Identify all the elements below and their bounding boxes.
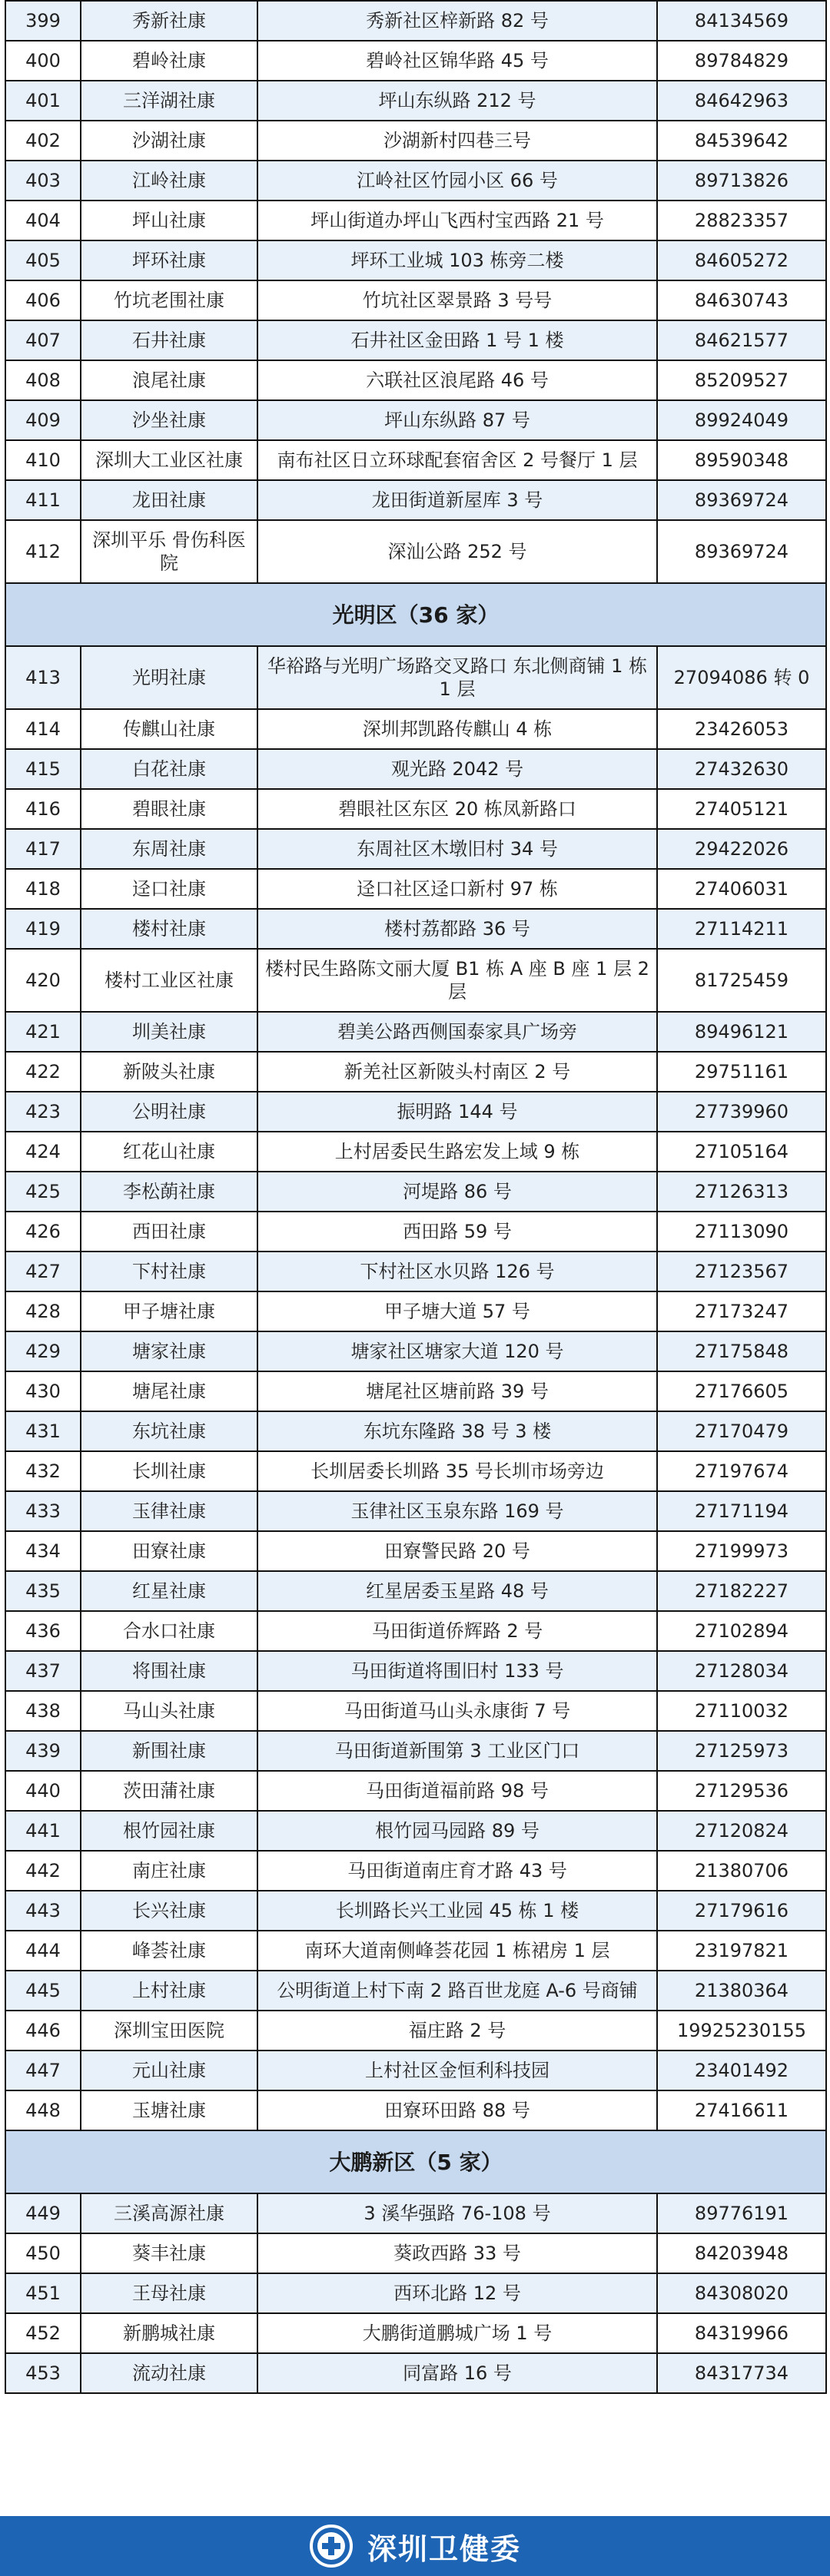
footer-brand [309,2524,521,2568]
cell-address: 沙湖新村四巷三号 [257,121,657,161]
cell-number: 401 [5,81,81,121]
table-row [5,1851,826,1891]
table-row [5,520,826,583]
cell-number: 450 [5,2233,81,2273]
table-row [5,2193,826,2233]
cell-address: 3 溪华强路 76-108 号 [257,2193,657,2233]
cell-phone: 27094086 转 0 [657,646,826,709]
cell-number: 431 [5,1411,81,1451]
cell-phone: 27129536 [657,1771,826,1811]
cell-address: 深圳邦凯路传麒山 4 栋 [257,709,657,749]
cell-number: 430 [5,1371,81,1411]
cell-phone: 28823357 [657,201,826,240]
table-row [5,1931,826,1971]
cell-phone: 19925230155 [657,2011,826,2051]
cell-number: 416 [5,789,81,829]
cell-number: 453 [5,2353,81,2393]
cell-number: 408 [5,360,81,400]
table-row [5,789,826,829]
cell-name: 碧眼社康 [81,789,257,829]
cell-address: 福庄路 2 号 [257,2011,657,2051]
cell-number: 410 [5,440,81,480]
cell-number: 404 [5,201,81,240]
cell-address: 观光路 2042 号 [257,749,657,789]
cell-number: 427 [5,1252,81,1291]
cell-number: 425 [5,1172,81,1212]
cell-name: 玉塘社康 [81,2090,257,2130]
cell-phone: 27406031 [657,869,826,909]
cell-address: 深汕公路 252 号 [257,520,657,583]
cell-number: 432 [5,1451,81,1491]
cell-number: 434 [5,1531,81,1571]
cell-name: 上村社康 [81,1971,257,2011]
cell-name: 深圳平乐 骨伤科医院 [81,520,257,583]
cell-address: 东坑东隆路 38 号 3 楼 [257,1411,657,1451]
cell-number: 414 [5,709,81,749]
cell-name: 楼村工业区社康 [81,949,257,1012]
cell-number: 400 [5,41,81,81]
table-row [5,1891,826,1931]
cell-phone: 84539642 [657,121,826,161]
cell-phone: 84605272 [657,240,826,280]
cell-name: 根竹园社康 [81,1811,257,1851]
cell-name: 新鹏城社康 [81,2313,257,2353]
cell-phone: 27123567 [657,1252,826,1291]
cell-name: 迳口社康 [81,869,257,909]
cell-number: 419 [5,909,81,949]
cell-number: 418 [5,869,81,909]
footer-title: 深圳卫健委 [367,2531,521,2566]
cell-name: 王母社康 [81,2273,257,2313]
cell-name: 深圳宝田医院 [81,2011,257,2051]
table-row [5,646,826,709]
cell-address: 大鹏街道鹏城广场 1 号 [257,2313,657,2353]
cell-name: 红花山社康 [81,1132,257,1172]
cell-number: 424 [5,1132,81,1172]
cell-phone: 27105164 [657,1132,826,1172]
cell-address: 田寮环田路 88 号 [257,2090,657,2130]
cell-phone: 89776191 [657,2193,826,2233]
cell-address: 长圳路长兴工业园 45 栋 1 楼 [257,1891,657,1931]
cell-name: 浪尾社康 [81,360,257,400]
cell-phone: 27173247 [657,1291,826,1331]
cell-address: 西田路 59 号 [257,1212,657,1252]
cell-name: 沙湖社康 [81,121,257,161]
cell-address: 江岭社区竹园小区 66 号 [257,161,657,201]
cell-name: 白花社康 [81,749,257,789]
cell-name: 田寮社康 [81,1531,257,1571]
table-row [5,709,826,749]
cell-address: 石井社区金田路 1 号 1 楼 [257,320,657,360]
cell-address: 碧眼社区东区 20 栋凤新路口 [257,789,657,829]
cell-address: 华裕路与光明广场路交叉路口 东北侧商铺 1 栋 1 层 [257,646,657,709]
cell-phone: 27182227 [657,1571,826,1611]
table-row [5,2313,826,2353]
cell-address: 甲子塘大道 57 号 [257,1291,657,1331]
cell-phone: 89496121 [657,1012,826,1052]
table-row [5,41,826,81]
cell-phone: 84308020 [657,2273,826,2313]
cell-name: 李松蓢社康 [81,1172,257,1212]
cell-name: 西田社康 [81,1212,257,1252]
cell-name: 塘家社康 [81,1331,257,1371]
cell-address: 六联社区浪尾路 46 号 [257,360,657,400]
cell-address: 河堤路 86 号 [257,1172,657,1212]
cell-address: 坪山街道办坪山飞西村宝西路 21 号 [257,201,657,240]
cell-address: 同富路 16 号 [257,2353,657,2393]
cell-phone: 84319966 [657,2313,826,2353]
cell-name: 三溪高源社康 [81,2193,257,2233]
cell-name: 秀新社康 [81,1,257,41]
cell-name: 长兴社康 [81,1891,257,1931]
table-row [5,949,826,1012]
cell-number: 402 [5,121,81,161]
cell-name: 坪环社康 [81,240,257,280]
cell-name: 公明社康 [81,1092,257,1132]
cell-phone: 29751161 [657,1052,826,1092]
cell-name: 沙坐社康 [81,400,257,440]
table-row [5,320,826,360]
cell-phone: 29422026 [657,829,826,869]
footer-banner [0,2516,830,2576]
cell-name: 坪山社康 [81,201,257,240]
table-row [5,81,826,121]
cell-address: 坪环工业城 103 栋旁二楼 [257,240,657,280]
cell-number: 423 [5,1092,81,1132]
cell-phone: 27739960 [657,1092,826,1132]
table-row [5,2051,826,2090]
cell-name: 甲子塘社康 [81,1291,257,1331]
cell-name: 将围社康 [81,1651,257,1691]
cell-address: 马田街道南庄育才路 43 号 [257,1851,657,1891]
cell-address: 秀新社区梓新路 82 号 [257,1,657,41]
cell-number: 407 [5,320,81,360]
cell-number: 443 [5,1891,81,1931]
cell-phone: 81725459 [657,949,826,1012]
table-row [5,1291,826,1331]
cell-address: 上村社区金恒利科技园 [257,2051,657,2090]
cell-phone: 23197821 [657,1931,826,1971]
cell-number: 411 [5,480,81,520]
cell-name: 玉律社康 [81,1491,257,1531]
table-row [5,909,826,949]
cell-name: 江岭社康 [81,161,257,201]
cell-address: 马田街道福前路 98 号 [257,1771,657,1811]
cell-phone: 27126313 [657,1172,826,1212]
table-row [5,1,826,41]
cell-phone: 21380706 [657,1851,826,1891]
cell-number: 441 [5,1811,81,1851]
section-title: 大鹏新区（5 家） [5,2130,826,2193]
cell-number: 406 [5,280,81,320]
cell-number: 429 [5,1331,81,1371]
cell-number: 428 [5,1291,81,1331]
cell-address: 玉律社区玉泉东路 169 号 [257,1491,657,1531]
table-row [5,2273,826,2313]
cell-name: 三洋湖社康 [81,81,257,121]
cell-address: 塘家社区塘家大道 120 号 [257,1331,657,1371]
cell-name: 元山社康 [81,2051,257,2090]
table-row [5,1771,826,1811]
table-row [5,121,826,161]
cell-address: 上村居委民生路宏发上域 9 栋 [257,1132,657,1172]
cell-phone: 27199973 [657,1531,826,1571]
cell-address: 公明街道上村下南 2 路百世龙庭 A-6 号商铺 [257,1971,657,2011]
cell-phone: 27176605 [657,1371,826,1411]
cell-name: 塘尾社康 [81,1371,257,1411]
cell-phone: 27432630 [657,749,826,789]
cell-number: 409 [5,400,81,440]
cell-phone: 27175848 [657,1331,826,1371]
community-health-center-table [5,0,827,2394]
cell-phone: 89713826 [657,161,826,201]
cell-name: 楼村社康 [81,909,257,949]
cell-name: 茨田蒲社康 [81,1771,257,1811]
cell-number: 412 [5,520,81,583]
cell-phone: 27113090 [657,1212,826,1252]
table-row [5,1132,826,1172]
table-row [5,1012,826,1052]
cell-address: 塘尾社区塘前路 39 号 [257,1371,657,1411]
cell-number: 445 [5,1971,81,2011]
cell-name: 新陂头社康 [81,1052,257,1092]
table-row [5,201,826,240]
section-header-row [5,2130,826,2193]
table-row [5,1371,826,1411]
cell-number: 448 [5,2090,81,2130]
cell-phone: 89369724 [657,520,826,583]
cell-number: 439 [5,1731,81,1771]
table-row [5,1531,826,1571]
cell-name: 碧岭社康 [81,41,257,81]
health-commission-emblem-icon [309,2524,354,2568]
cell-phone: 84317734 [657,2353,826,2393]
cell-address: 马田街道将围旧村 133 号 [257,1651,657,1691]
cell-name: 长圳社康 [81,1451,257,1491]
table-row [5,360,826,400]
table-row [5,1691,826,1731]
cell-number: 405 [5,240,81,280]
cell-number: 451 [5,2273,81,2313]
cell-name: 峰荟社康 [81,1931,257,1971]
cell-number: 444 [5,1931,81,1971]
cell-name: 红星社康 [81,1571,257,1611]
cell-address: 龙田街道新屋库 3 号 [257,480,657,520]
cell-number: 421 [5,1012,81,1052]
cell-number: 442 [5,1851,81,1891]
cell-phone: 27171194 [657,1491,826,1531]
cell-phone: 27110032 [657,1691,826,1731]
table-row [5,440,826,480]
cell-phone: 23426053 [657,709,826,749]
cell-phone: 84134569 [657,1,826,41]
table-row [5,1252,826,1291]
table-row [5,1491,826,1531]
cell-address: 楼村荔都路 36 号 [257,909,657,949]
cell-phone: 27102894 [657,1611,826,1651]
cell-phone: 89784829 [657,41,826,81]
cell-number: 417 [5,829,81,869]
table-row [5,829,826,869]
cell-address: 新羌社区新陂头村南区 2 号 [257,1052,657,1092]
cell-address: 碧美公路西侧国泰家具广场旁 [257,1012,657,1052]
table-row [5,1731,826,1771]
cell-phone: 27197674 [657,1451,826,1491]
cell-name: 合水口社康 [81,1611,257,1651]
table-row [5,1411,826,1451]
cell-number: 449 [5,2193,81,2233]
cell-address: 马田街道马山头永康街 7 号 [257,1691,657,1731]
cell-name: 流动社康 [81,2353,257,2393]
cell-name: 南庄社康 [81,1851,257,1891]
table-row [5,280,826,320]
cell-phone: 27120824 [657,1811,826,1851]
cell-number: 435 [5,1571,81,1611]
cell-phone: 21380364 [657,1971,826,2011]
cell-number: 446 [5,2011,81,2051]
cell-phone: 89924049 [657,400,826,440]
cell-address: 田寮警民路 20 号 [257,1531,657,1571]
cell-phone: 89369724 [657,480,826,520]
cell-address: 迳口社区迳口新村 97 栋 [257,869,657,909]
cell-address: 碧岭社区锦华路 45 号 [257,41,657,81]
cell-name: 东周社康 [81,829,257,869]
cell-name: 龙田社康 [81,480,257,520]
cell-phone: 89590348 [657,440,826,480]
cell-phone: 27179616 [657,1891,826,1931]
cell-address: 下村社区水贝路 126 号 [257,1252,657,1291]
cell-address: 南环大道南侧峰荟花园 1 栋裙房 1 层 [257,1931,657,1971]
table-row [5,749,826,789]
table-row [5,869,826,909]
cell-phone: 27405121 [657,789,826,829]
cell-phone: 27128034 [657,1651,826,1691]
cell-number: 438 [5,1691,81,1731]
table-row [5,2090,826,2130]
cell-phone: 27416611 [657,2090,826,2130]
cell-name: 光明社康 [81,646,257,709]
cell-phone: 27114211 [657,909,826,949]
section-title: 光明区（36 家） [5,583,826,646]
cell-phone: 23401492 [657,2051,826,2090]
cell-address: 坪山东纵路 212 号 [257,81,657,121]
cell-number: 426 [5,1212,81,1252]
cell-name: 传麒山社康 [81,709,257,749]
cell-name: 深圳大工业区社康 [81,440,257,480]
table-row [5,161,826,201]
cell-phone: 84630743 [657,280,826,320]
table-row [5,1172,826,1212]
table-row [5,2353,826,2393]
cell-name: 石井社康 [81,320,257,360]
cell-number: 447 [5,2051,81,2090]
cell-name: 竹坑老围社康 [81,280,257,320]
cell-number: 399 [5,1,81,41]
cell-address: 南布社区日立环球配套宿舍区 2 号餐厅 1 层 [257,440,657,480]
cell-number: 436 [5,1611,81,1651]
table-row [5,1571,826,1611]
cell-address: 楼村民生路陈文丽大厦 B1 栋 A 座 B 座 1 层 2 层 [257,949,657,1012]
cell-number: 440 [5,1771,81,1811]
cell-address: 葵政西路 33 号 [257,2233,657,2273]
cell-name: 新围社康 [81,1731,257,1771]
cell-address: 马田街道侨辉路 2 号 [257,1611,657,1651]
institution-table-wrapper [5,0,825,2576]
table-row [5,1052,826,1092]
cell-number: 452 [5,2313,81,2353]
table-row [5,1651,826,1691]
table-row [5,480,826,520]
cell-number: 422 [5,1052,81,1092]
table-row [5,1971,826,2011]
cell-number: 433 [5,1491,81,1531]
cell-address: 马田街道新围第 3 工业区门口 [257,1731,657,1771]
table-row [5,1092,826,1132]
cell-address: 红星居委玉星路 48 号 [257,1571,657,1611]
table-row [5,400,826,440]
cell-name: 马山头社康 [81,1691,257,1731]
table-row [5,2011,826,2051]
cell-phone: 84203948 [657,2233,826,2273]
cell-number: 420 [5,949,81,1012]
table-row [5,1212,826,1252]
table-row [5,1811,826,1851]
cell-name: 东坑社康 [81,1411,257,1451]
cell-address: 根竹园马园路 89 号 [257,1811,657,1851]
cell-address: 西环北路 12 号 [257,2273,657,2313]
cell-number: 415 [5,749,81,789]
cell-phone: 27170479 [657,1411,826,1451]
table-row [5,2233,826,2273]
section-header-row [5,583,826,646]
cell-name: 下村社康 [81,1252,257,1291]
cell-address: 坪山东纵路 87 号 [257,400,657,440]
cell-name: 葵丰社康 [81,2233,257,2273]
cell-number: 403 [5,161,81,201]
cell-name: 圳美社康 [81,1012,257,1052]
cell-address: 东周社区木墩旧村 34 号 [257,829,657,869]
cell-address: 竹坑社区翠景路 3 号号 [257,280,657,320]
cell-phone: 27125973 [657,1731,826,1771]
cell-address: 长圳居委长圳路 35 号长圳市场旁边 [257,1451,657,1491]
cell-number: 437 [5,1651,81,1691]
cell-address: 振明路 144 号 [257,1092,657,1132]
table-row [5,240,826,280]
cell-phone: 85209527 [657,360,826,400]
table-row [5,1611,826,1651]
table-row [5,1331,826,1371]
table-row [5,1451,826,1491]
cell-number: 413 [5,646,81,709]
cell-phone: 84621577 [657,320,826,360]
cell-phone: 84642963 [657,81,826,121]
